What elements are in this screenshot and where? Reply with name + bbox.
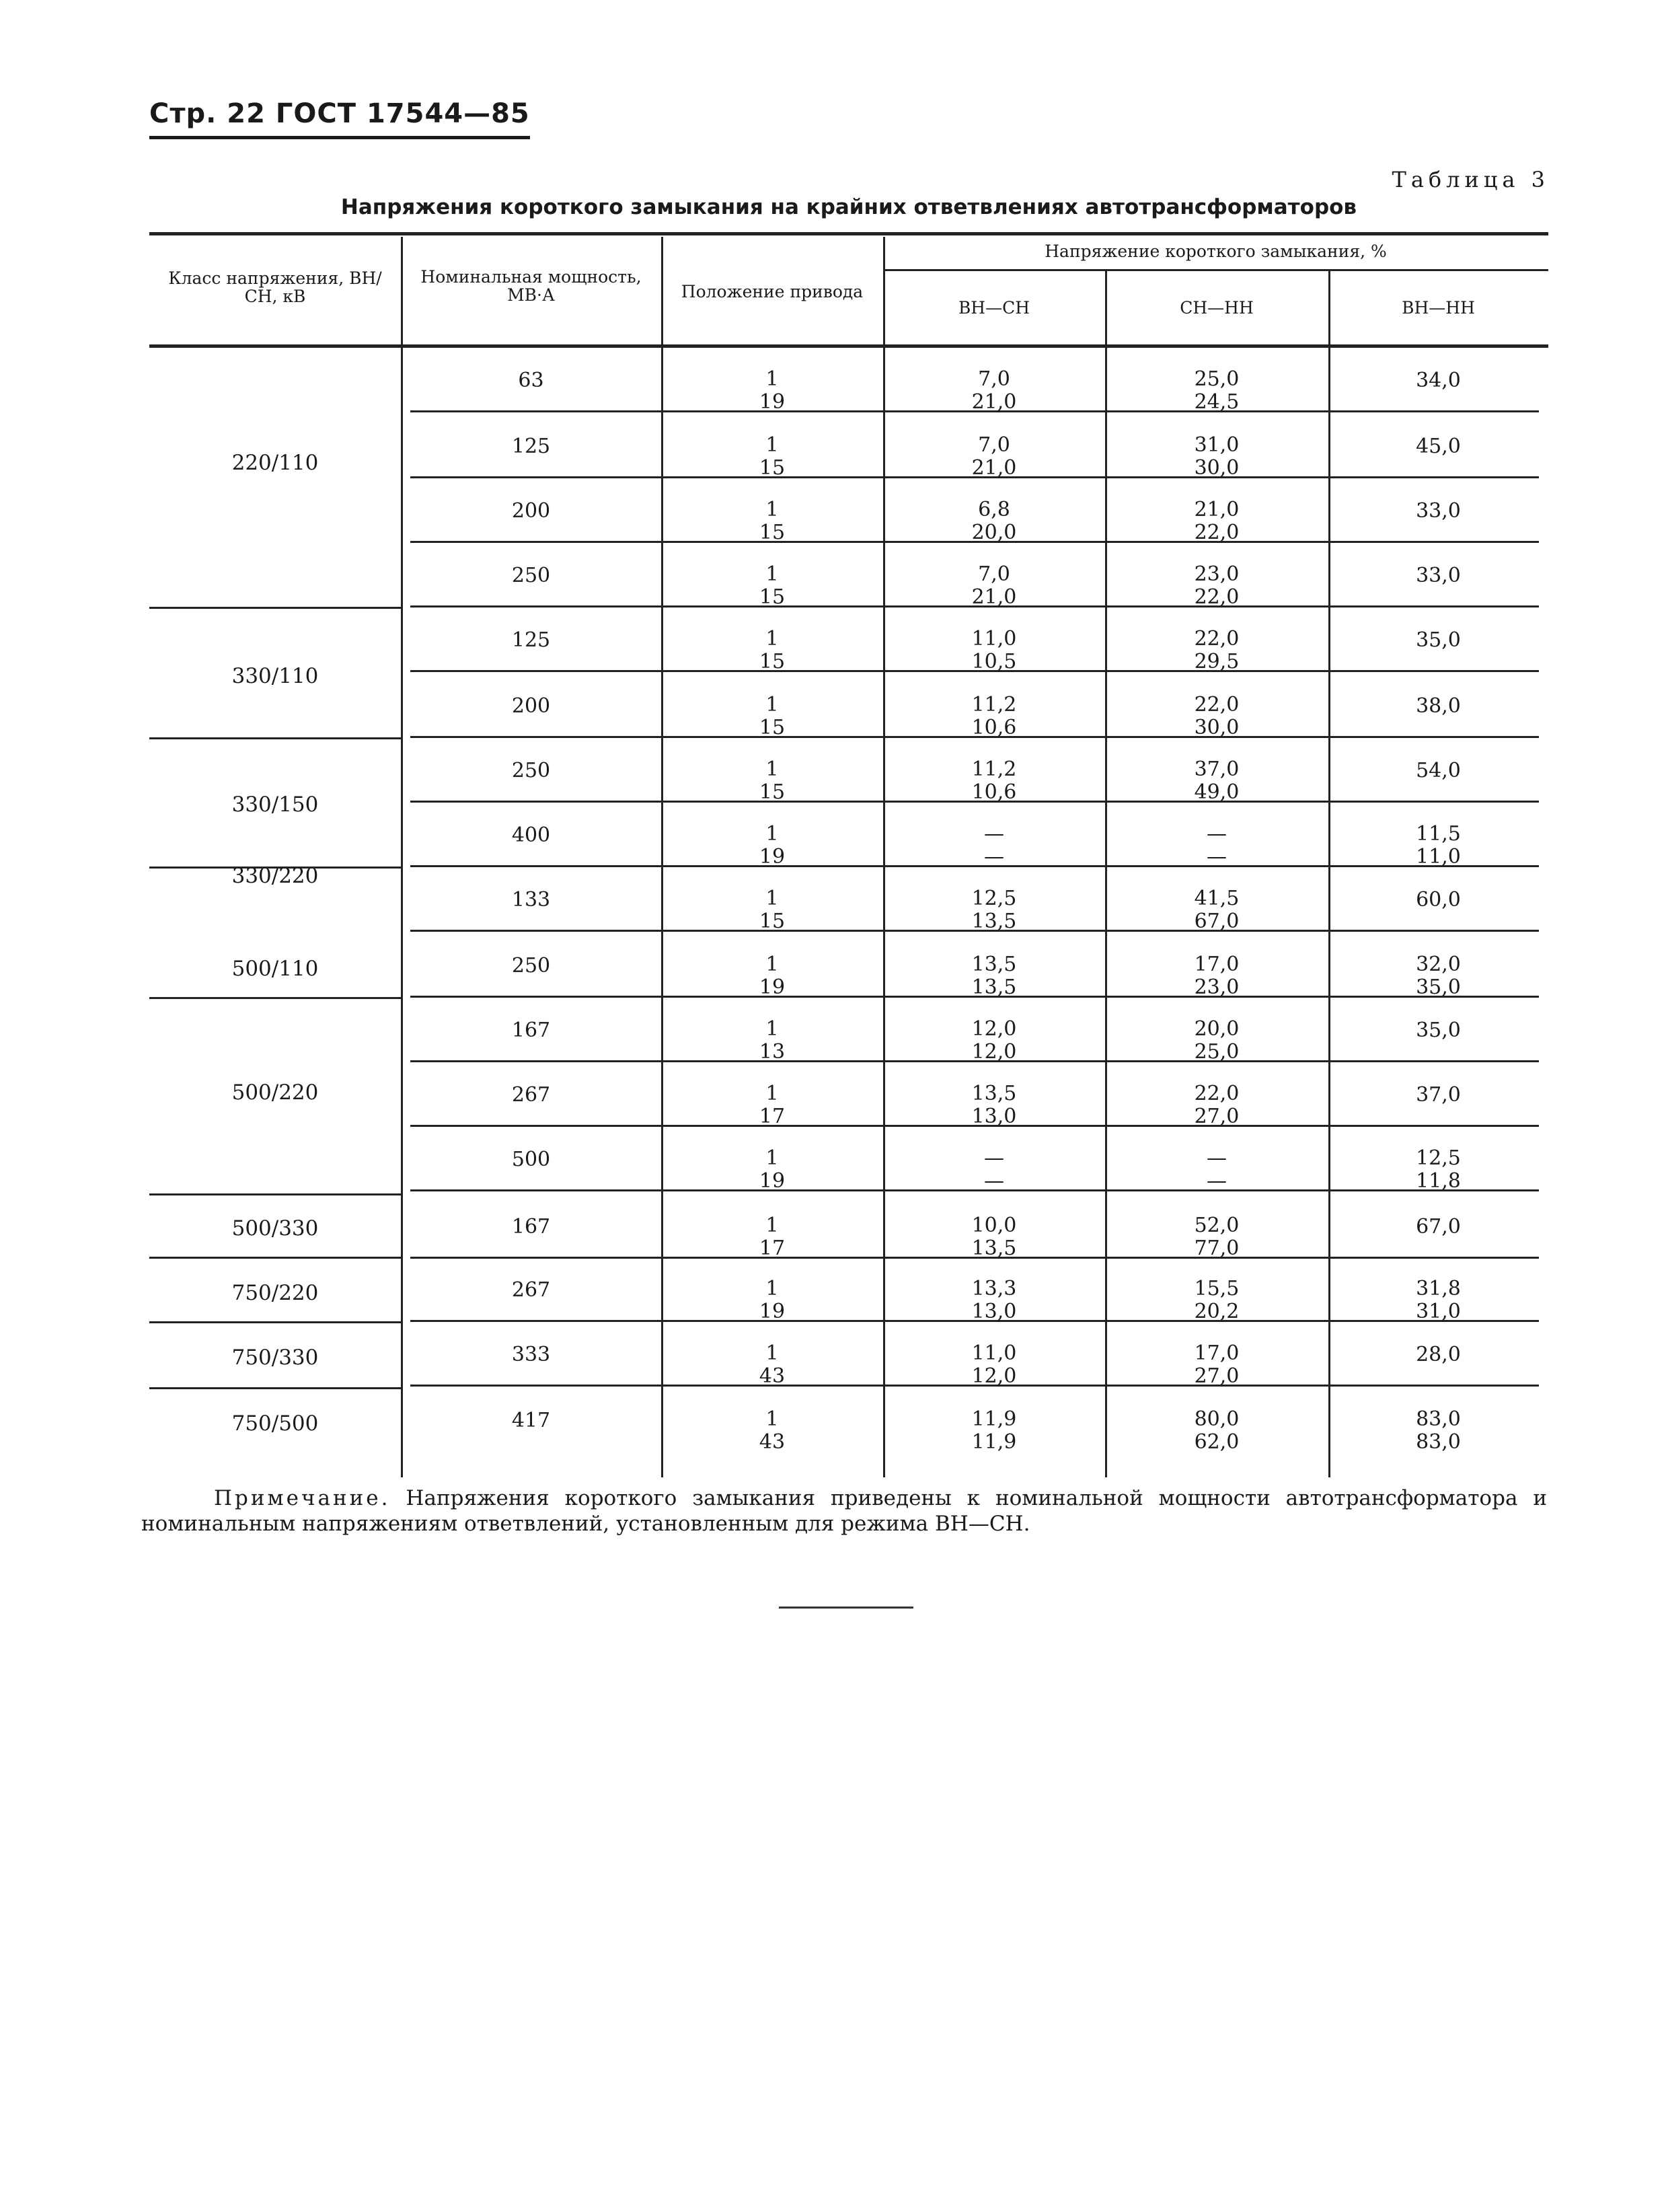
- vn-sn-cell: 13,5: [971, 1237, 1017, 1260]
- drive-position-cell: 1: [765, 953, 779, 976]
- rated-power-cell: 267: [511, 1083, 551, 1107]
- group-rule: [149, 997, 401, 999]
- vn-sn-cell: 21,0: [971, 390, 1017, 414]
- drive-position-cell: 15: [759, 521, 786, 544]
- drive-position-cell: 1: [765, 1214, 779, 1237]
- drive-position-cell: 1: [765, 758, 779, 781]
- vn-nn-cell: 35,0: [1416, 628, 1461, 652]
- vn-nn-cell: 11,5: [1416, 822, 1461, 846]
- voltage-class-label: 500/220: [231, 1080, 319, 1105]
- sn-nn-cell: 52,0: [1194, 1214, 1240, 1237]
- drive-position-cell: 1: [765, 562, 779, 586]
- vn-nn-cell: 33,0: [1416, 499, 1461, 523]
- sn-nn-cell: 20,0: [1194, 1017, 1240, 1041]
- rated-power-cell: 125: [511, 435, 551, 458]
- vn-sn-cell: 13,5: [971, 953, 1017, 976]
- sn-nn-cell: 25,0: [1194, 367, 1240, 391]
- vn-nn-cell: 35,0: [1416, 975, 1461, 999]
- sn-nn-cell: 30,0: [1194, 456, 1240, 480]
- vn-nn-cell: 31,0: [1416, 1300, 1461, 1323]
- vn-nn-cell: 11,0: [1416, 845, 1461, 869]
- vn-nn-cell: 54,0: [1416, 759, 1461, 782]
- vn-nn-cell: 28,0: [1416, 1343, 1461, 1366]
- vn-nn-cell: 31,8: [1416, 1277, 1461, 1300]
- header-rated-power: Номинальная мощность, МВ·А: [420, 267, 642, 305]
- drive-position-cell: 19: [759, 975, 786, 999]
- rated-power-cell: 400: [511, 823, 551, 847]
- drive-position-cell: 19: [759, 1169, 786, 1193]
- sn-nn-cell: 15,5: [1194, 1277, 1240, 1300]
- vn-sn-cell: 12,5: [971, 887, 1017, 910]
- sn-nn-cell: 29,5: [1194, 650, 1240, 673]
- drive-position-cell: 1: [765, 1407, 779, 1431]
- vn-sn-cell: 11,0: [971, 1341, 1017, 1365]
- sn-nn-cell: 22,0: [1194, 1082, 1240, 1105]
- vn-nn-cell: 60,0: [1416, 888, 1461, 912]
- vn-sn-cell: —: [984, 822, 1004, 846]
- sn-nn-cell: 27,0: [1194, 1105, 1240, 1128]
- vn-nn-cell: 67,0: [1416, 1215, 1461, 1239]
- sn-nn-cell: 31,0: [1194, 433, 1240, 457]
- vn-sn-cell: 12,0: [971, 1017, 1017, 1041]
- sn-nn-cell: 17,0: [1194, 1341, 1240, 1365]
- drive-position-cell: 1: [765, 693, 779, 716]
- group-rule: [149, 607, 401, 609]
- vn-sn-cell: 13,0: [971, 1300, 1017, 1323]
- table-note: [141, 1485, 1547, 1537]
- vn-sn-cell: 11,9: [971, 1407, 1017, 1431]
- vn-sn-cell: 7,0: [978, 367, 1010, 391]
- drive-position-cell: 1: [765, 1277, 779, 1300]
- vn-nn-cell: 33,0: [1416, 564, 1461, 587]
- rated-power-cell: 417: [511, 1409, 551, 1432]
- voltage-class-label: 750/220: [231, 1281, 319, 1305]
- header-sn-nn: СН—НН: [1180, 298, 1254, 318]
- vn-nn-cell: 34,0: [1416, 369, 1461, 392]
- vn-sn-cell: 12,0: [971, 1364, 1017, 1388]
- vn-sn-cell: —: [984, 1146, 1004, 1170]
- sn-nn-cell: 24,5: [1194, 390, 1240, 414]
- vn-sn-cell: 11,2: [971, 758, 1017, 781]
- subheader-rule: [883, 269, 1548, 271]
- drive-position-cell: 15: [759, 585, 786, 609]
- drive-position-cell: 19: [759, 1300, 786, 1323]
- voltage-class-label: 500/330: [231, 1216, 319, 1241]
- voltage-class-label: 220/110: [231, 451, 319, 475]
- voltage-class-label: 330/150: [231, 792, 319, 817]
- sn-nn-cell: —: [1207, 845, 1227, 869]
- sn-nn-cell: 22,0: [1194, 521, 1240, 544]
- vn-sn-cell: 21,0: [971, 456, 1017, 480]
- vn-sn-cell: —: [984, 845, 1004, 869]
- drive-position-cell: 1: [765, 1017, 779, 1041]
- drive-position-cell: 1: [765, 1146, 779, 1170]
- vn-nn-cell: 83,0: [1416, 1430, 1461, 1454]
- rated-power-cell: 333: [511, 1343, 551, 1366]
- drive-position-cell: 43: [759, 1364, 786, 1388]
- vn-sn-cell: 13,5: [971, 910, 1017, 933]
- drive-position-cell: 15: [759, 716, 786, 739]
- header-short-circuit: Напряжение короткого замыкания, %: [1045, 242, 1387, 261]
- drive-position-cell: 15: [759, 910, 786, 933]
- sn-nn-cell: 77,0: [1194, 1237, 1240, 1260]
- table-number: Таблица 3: [1392, 167, 1550, 192]
- note-label: Примечание.: [214, 1486, 391, 1510]
- sn-nn-cell: 30,0: [1194, 716, 1240, 739]
- sn-nn-cell: 22,0: [1194, 693, 1240, 716]
- vn-nn-cell: 32,0: [1416, 953, 1461, 976]
- vn-sn-cell: 11,0: [971, 627, 1017, 651]
- sn-nn-cell: 27,0: [1194, 1364, 1240, 1388]
- vn-sn-cell: 10,0: [971, 1214, 1017, 1237]
- rated-power-cell: 133: [511, 888, 551, 912]
- note-text: Напряжения короткого замыкания приведены к номинальной мощности автотрансформатора и номинальным напряжениям ответвлений, установленным для режима ВН—СН.: [141, 1486, 1547, 1536]
- drive-position-cell: 17: [759, 1237, 786, 1260]
- vn-nn-cell: 38,0: [1416, 694, 1461, 718]
- group-rule: [149, 1257, 401, 1259]
- vn-sn-cell: 13,5: [971, 1082, 1017, 1105]
- drive-position-cell: 1: [765, 887, 779, 910]
- rated-power-cell: 250: [511, 564, 551, 587]
- header-drive-position: Положение привода: [681, 282, 864, 301]
- drive-position-cell: 43: [759, 1430, 786, 1454]
- voltage-class-label: 500/110: [231, 957, 319, 981]
- rated-power-cell: 125: [511, 628, 551, 652]
- header-bottom-rule: [149, 344, 1548, 348]
- sn-nn-cell: 20,2: [1194, 1300, 1240, 1323]
- vn-sn-cell: 10,6: [971, 780, 1017, 804]
- rated-power-cell: 200: [511, 694, 551, 718]
- vn-nn-cell: 45,0: [1416, 435, 1461, 458]
- sn-nn-cell: 37,0: [1194, 758, 1240, 781]
- sn-nn-cell: 67,0: [1194, 910, 1240, 933]
- vn-sn-cell: 7,0: [978, 433, 1010, 457]
- voltage-class-label: 750/500: [231, 1411, 319, 1436]
- drive-position-cell: 13: [759, 1040, 786, 1064]
- sn-nn-cell: 23,0: [1194, 562, 1240, 586]
- voltage-class-label: 330/220: [231, 864, 319, 888]
- sn-nn-cell: —: [1207, 1146, 1227, 1170]
- vn-sn-cell: 13,5: [971, 975, 1017, 999]
- drive-position-cell: 19: [759, 390, 786, 414]
- vn-sn-cell: 20,0: [971, 521, 1017, 544]
- drive-position-cell: 1: [765, 1082, 779, 1105]
- sn-nn-cell: 49,0: [1194, 780, 1240, 804]
- vn-nn-cell: 37,0: [1416, 1083, 1461, 1107]
- group-rule: [149, 737, 401, 739]
- sn-nn-cell: 62,0: [1194, 1430, 1240, 1454]
- vn-sn-cell: 11,9: [971, 1430, 1017, 1454]
- rated-power-cell: 267: [511, 1278, 551, 1302]
- header-vn-sn: ВН—СН: [958, 298, 1030, 318]
- vn-nn-cell: 83,0: [1416, 1407, 1461, 1431]
- sn-nn-cell: 23,0: [1194, 975, 1240, 999]
- drive-position-cell: 15: [759, 456, 786, 480]
- vn-nn-cell: 12,5: [1416, 1146, 1461, 1170]
- voltage-class-label: 330/110: [231, 664, 319, 688]
- rated-power-cell: 250: [511, 954, 551, 978]
- sn-nn-cell: 22,0: [1194, 627, 1240, 651]
- rated-power-cell: 63: [518, 369, 544, 392]
- drive-position-cell: 1: [765, 1341, 779, 1365]
- group-rule: [149, 1387, 401, 1389]
- end-rule: [779, 1607, 913, 1609]
- group-rule: [149, 867, 401, 869]
- sn-nn-cell: —: [1207, 822, 1227, 846]
- header-vn-nn: ВН—НН: [1402, 298, 1475, 318]
- drive-position-cell: 19: [759, 845, 786, 869]
- drive-position-cell: 15: [759, 650, 786, 673]
- drive-position-cell: 15: [759, 780, 786, 804]
- vn-sn-cell: 6,8: [978, 498, 1010, 521]
- rated-power-cell: 200: [511, 499, 551, 523]
- rated-power-cell: 500: [511, 1148, 551, 1171]
- vn-sn-cell: 12,0: [971, 1040, 1017, 1064]
- drive-position-cell: 1: [765, 822, 779, 846]
- drive-position-cell: 1: [765, 498, 779, 521]
- sn-nn-cell: 80,0: [1194, 1407, 1240, 1431]
- table-top-rule: [149, 232, 1548, 235]
- page-header: Стр. 22 ГОСТ 17544—85: [149, 98, 530, 139]
- vn-sn-cell: 21,0: [971, 585, 1017, 609]
- vn-sn-cell: 7,0: [978, 562, 1010, 586]
- group-rule: [149, 1193, 401, 1195]
- vn-sn-cell: 13,0: [971, 1105, 1017, 1128]
- rated-power-cell: 167: [511, 1019, 551, 1042]
- table-title: Напряжения короткого замыкания на крайних ответвлениях автотрансформаторов: [340, 195, 1357, 219]
- header-voltage-class: Класс напряжения, ВН/СН, кВ: [168, 268, 382, 306]
- vn-sn-cell: 11,2: [971, 693, 1017, 716]
- rated-power-cell: 250: [511, 759, 551, 782]
- drive-position-cell: 1: [765, 367, 779, 391]
- sn-nn-cell: —: [1207, 1169, 1227, 1193]
- sn-nn-cell: 41,5: [1194, 887, 1240, 910]
- sn-nn-cell: 22,0: [1194, 585, 1240, 609]
- vn-nn-cell: 11,8: [1416, 1169, 1461, 1193]
- vn-sn-cell: 10,5: [971, 650, 1017, 673]
- group-rule: [149, 1321, 401, 1323]
- voltage-class-label: 750/330: [231, 1345, 319, 1370]
- sn-nn-cell: 17,0: [1194, 953, 1240, 976]
- drive-position-cell: 1: [765, 433, 779, 457]
- vn-sn-cell: 13,3: [971, 1277, 1017, 1300]
- drive-position-cell: 17: [759, 1105, 786, 1128]
- vn-nn-cell: 35,0: [1416, 1019, 1461, 1042]
- rated-power-cell: 167: [511, 1215, 551, 1239]
- sn-nn-cell: 25,0: [1194, 1040, 1240, 1064]
- sn-nn-cell: 21,0: [1194, 498, 1240, 521]
- drive-position-cell: 1: [765, 627, 779, 651]
- vn-sn-cell: 10,6: [971, 716, 1017, 739]
- vn-sn-cell: —: [984, 1169, 1004, 1193]
